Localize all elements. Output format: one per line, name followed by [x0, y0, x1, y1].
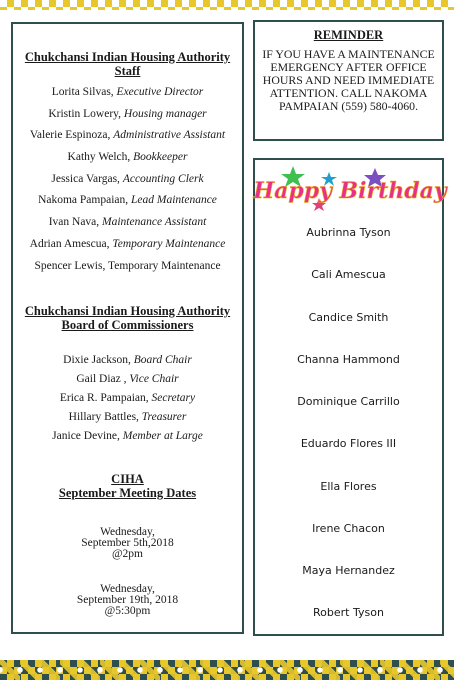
happy-birthday-graphic [253, 164, 447, 212]
staff-member: Ivan Nava, Maintenance Assistant [48, 216, 207, 229]
staff-member: Kathy Welch, Bookkeeper [67, 151, 188, 164]
board-heading [13, 304, 242, 332]
board-member: Dixie Jackson, Board Chair [63, 354, 192, 366]
staff-member: Kristin Lowery, Housing manager [48, 107, 207, 120]
board-list [13, 354, 242, 449]
meeting-date: September 19th, 2018 [76, 594, 179, 606]
staff-heading-title: Staff [114, 64, 141, 78]
meeting-date-2 [13, 584, 242, 617]
board-member: Hillary Battles, Treasurer [68, 411, 187, 423]
staff-member: Adrian Amescua, Temporary Maintenance [29, 237, 226, 250]
staff-board-panel [11, 22, 244, 634]
birthday-name: Irene Chacon [312, 522, 385, 535]
board-heading-org: Chukchansi Indian Housing Authority [24, 304, 231, 318]
meeting-day: Wednesday, [100, 526, 155, 538]
reminder-title: REMINDER [313, 28, 384, 42]
birthday-name: Candice Smith [308, 311, 389, 324]
birthday-name: Ella Flores [320, 480, 377, 493]
birthday-name: Dominique Carrillo [297, 395, 400, 408]
birthday-name: Channa Hammond [297, 353, 400, 366]
meeting-time: @5:30pm [104, 605, 151, 617]
reminder-text: IF YOU HAVE A MAINTENANCE EMERGENCY AFTER OFFICE HOURS AND NEED IMMEDIATE ATTENTION. CALL NAKOMA PAMPAIAN (559) 580-4060. [262, 47, 435, 113]
birthday-name: Maya Hernandez [302, 564, 395, 577]
meeting-date-1 [13, 527, 242, 560]
meeting-time: @2pm [111, 548, 144, 560]
decorative-bottom-border [0, 660, 454, 680]
birthday-name: Cali Amescua [311, 268, 386, 281]
birthday-name: Aubrinna Tyson [306, 226, 391, 239]
happy-birthday-text: Happy Birthday [253, 178, 447, 204]
birthday-name: Robert Tyson [313, 606, 384, 619]
meeting-heading-org: CIHA [111, 472, 144, 486]
staff-list [13, 86, 242, 281]
staff-member: Lorita Silvas, Executive Director [51, 86, 204, 98]
reminder-panel [253, 20, 444, 141]
staff-heading-org: Chukchansi Indian Housing Authority [24, 50, 231, 64]
meeting-heading [13, 472, 242, 500]
staff-member: Valerie Espinoza, Administrative Assistant [29, 129, 226, 142]
meeting-day: Wednesday, [100, 583, 155, 595]
board-heading-title: Board of Commissioners [61, 318, 194, 332]
staff-heading [13, 50, 242, 78]
staff-member: Spencer Lewis, Temporary Maintenance [34, 259, 221, 272]
meeting-date: September 5th,2018 [81, 537, 174, 549]
staff-member: Jessica Vargas, Accounting Clerk [51, 172, 204, 185]
meeting-heading-title: September Meeting Dates [58, 486, 197, 500]
staff-member: Nakoma Pampaian, Lead Maintenance [38, 194, 217, 207]
birthday-panel [253, 158, 447, 636]
board-member: Janice Devine, Member at Large [52, 430, 203, 442]
board-member: Gail Diaz , Vice Chair [76, 373, 179, 385]
decorative-top-border [0, 0, 454, 10]
birthday-name: Eduardo Flores III [300, 437, 397, 450]
board-member: Erica R. Pampaian, Secretary [59, 392, 196, 404]
